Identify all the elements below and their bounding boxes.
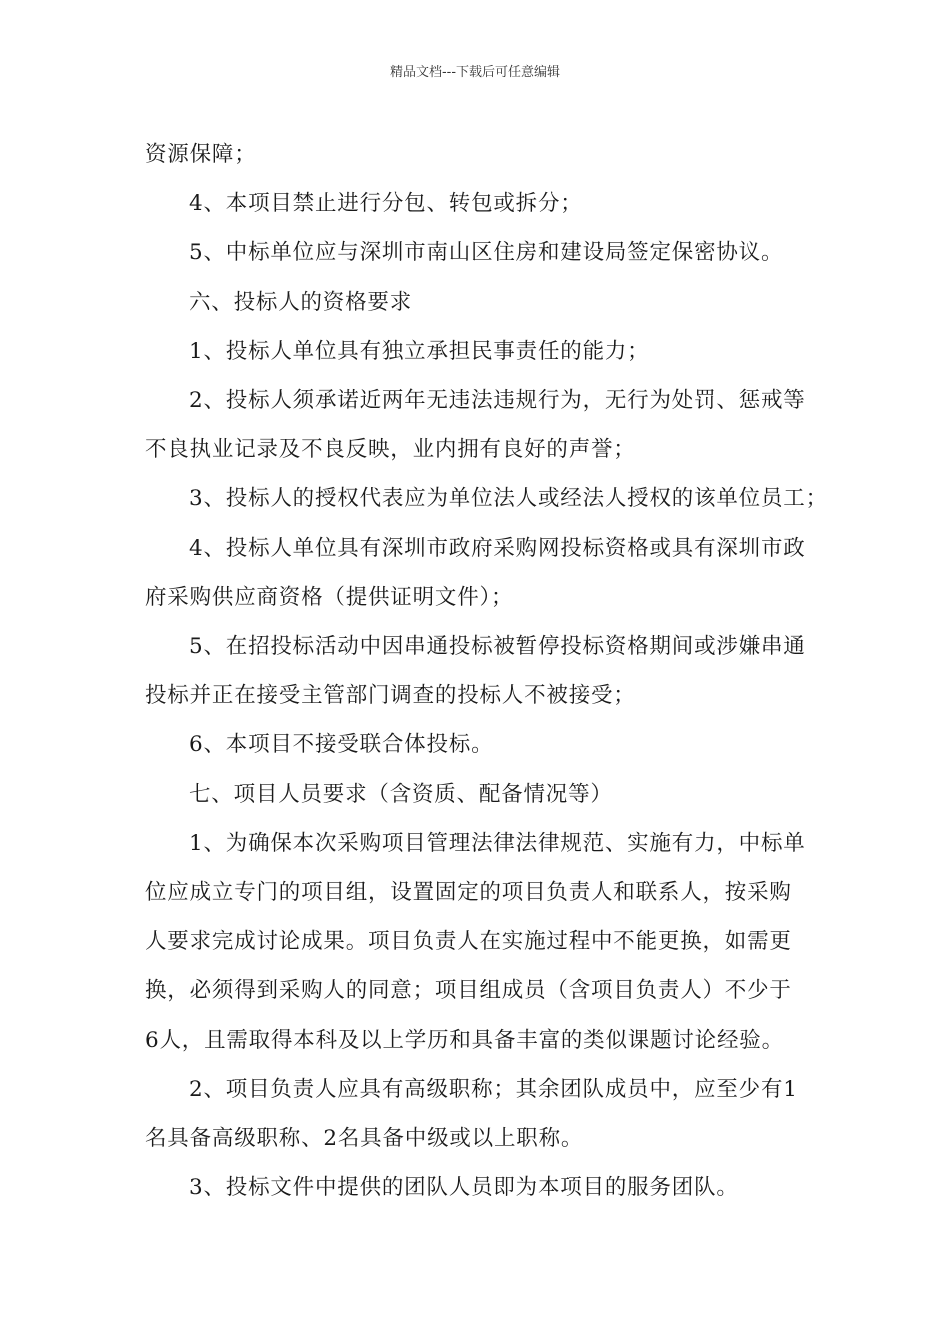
paragraph-line: 1、为确保本次采购项目管理法律法律规范、实施有力，中标单 bbox=[189, 830, 806, 856]
paragraph-line: 位应成立专门的项目组，设置固定的项目负责人和联系人，按采购 bbox=[145, 880, 792, 906]
paragraph-line: 4、投标人单位具有深圳市政府采购网投标资格或具有深圳市政 bbox=[189, 535, 806, 561]
section-heading: 七、项目人员要求（含资质、配备情况等） bbox=[189, 781, 613, 807]
paragraph-line: 1、投标人单位具有独立承担民事责任的能力； bbox=[189, 338, 650, 364]
paragraph-line: 投标并正在接受主管部门调查的投标人不被接受； bbox=[145, 683, 636, 709]
page-header: 精品文档---下载后可任意编辑 bbox=[389, 65, 561, 80]
paragraph-line: 换，必须得到采购人的同意；项目组成员（含项目负责人）不少于 bbox=[145, 978, 792, 1004]
paragraph-line: 2、投标人须承诺近两年无违法违规行为，无行为处罚、惩戒等 bbox=[189, 388, 806, 414]
paragraph-line: 人要求完成讨论成果。项目负责人在实施过程中不能更换，如需更 bbox=[145, 929, 792, 955]
paragraph-line: 不良执业记录及不良反映，业内拥有良好的声誉； bbox=[145, 437, 636, 463]
paragraph-line: 资源保障； bbox=[145, 142, 257, 167]
paragraph-line: 名具备高级职称、2名具备中级或以上职称。 bbox=[145, 1126, 584, 1152]
paragraph-line: 3、投标人的授权代表应为单位法人或经法人授权的该单位员工； bbox=[189, 486, 828, 512]
paragraph-line: 5、在招投标活动中因串通投标被暂停投标资格期间或涉嫌串通 bbox=[189, 634, 806, 660]
paragraph-line: 2、项目负责人应具有高级职称；其余团队成员中，应至少有1 bbox=[189, 1076, 798, 1102]
paragraph-line: 6人，且需取得本科及以上学历和具备丰富的类似课题讨论经验。 bbox=[145, 1027, 784, 1053]
paragraph-line: 4、本项目禁止进行分包、转包或拆分； bbox=[189, 191, 583, 217]
document-body bbox=[145, 130, 828, 1212]
paragraph-line: 3、投标文件中提供的团队人员即为本项目的服务团队。 bbox=[189, 1175, 739, 1201]
paragraph-line: 5、中标单位应与深圳市南山区住房和建设局签定保密协议。 bbox=[189, 240, 784, 266]
paragraph-line: 6、本项目不接受联合体投标。 bbox=[189, 732, 494, 758]
section-heading: 六、投标人的资格要求 bbox=[189, 289, 413, 315]
paragraph-line: 府采购供应商资格（提供证明文件）； bbox=[145, 584, 514, 610]
